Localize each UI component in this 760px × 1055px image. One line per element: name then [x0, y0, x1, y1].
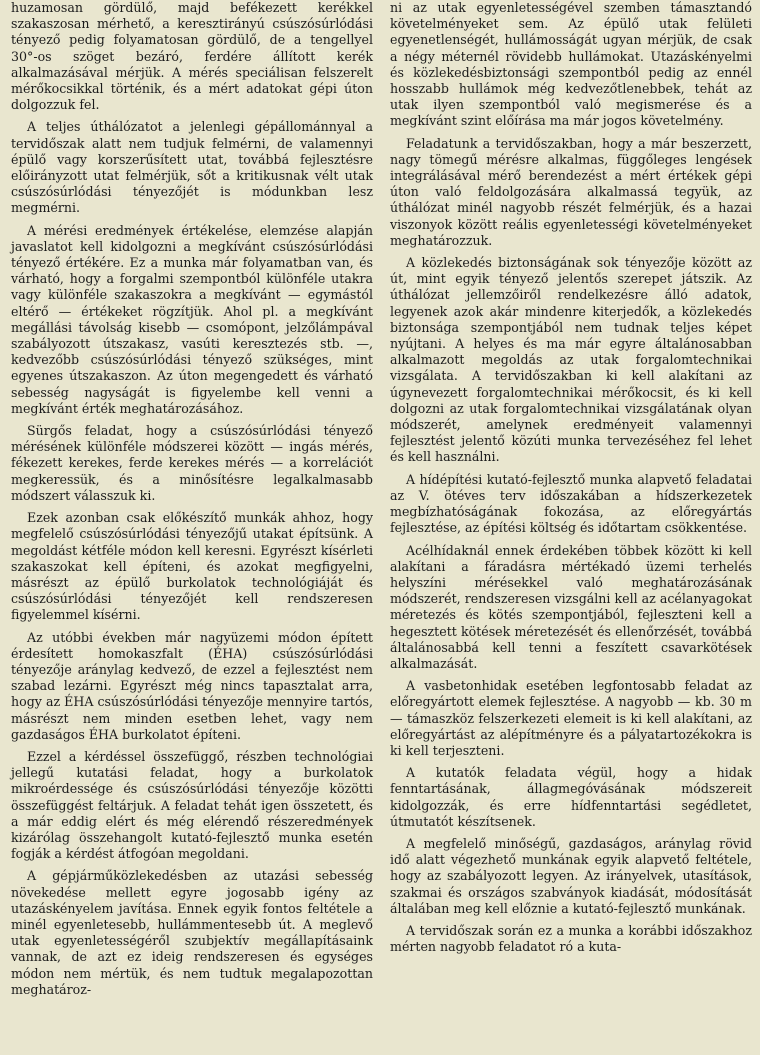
paragraph: A hídépítési kutató-fejlesztő munka alapvető feladatai az V. ötéves terv időszakában a hídszerkezetek megbízhatóságának fokozása, az előregyártás fejlesztése, az építési költség és időtartam csökkentése. — [390, 471, 752, 536]
paragraph: Az utóbbi években már nagyüzemi módon épített érdesített homokaszfalt (ÉHA) csúszósúrlódási tényezője aránylag kedvező, de ezzel a fejlesztést nem szabad lezárni. Egyrészt még nincs tapasztalat arra, hogy az ÉHA csúszósúrlódási tényezője mennyire tartós, másrészt nem minden esetben lehet, vagy nem gazdaságos ÉHA burkolatot építeni. — [11, 629, 373, 742]
paragraph: ni az utak egyenletességével szemben támasztandó követelményeket sem. Az épülő utak felületi egyenetlenségét, hullámosságát ugyan mérjük, de csak a négy méternél rövidebb hullámokat. Utazáskényelmi és közlekedésbiztonsági szempontból pedig az ennél hosszabb hullámok még kedvezőtlenebbek, tehát az utak ilyen szempontból való megismerése és a megkívánt szint előírása ma már jogos követelmény. — [390, 0, 752, 129]
left-column — [11, 0, 373, 1004]
paragraph: Acélhídaknál ennek érdekében többek között ki kell alakítani a fáradásra mértékadó üzemi terhelés helyszíni mérésekkel való meghatározásának módszerét, rendszeresen vizsgálni kell az acélanyagokat méretezés és kötés szempontjából, fejleszteni kell a hegesztett kötések méretezését és ellenőrzését, továbbá általánosabbá kell tenni a feszített csavarkötések alkalmazását. — [390, 542, 752, 671]
paragraph: Ezzel a kérdéssel összefüggő, részben technológiai jellegű kutatási feladat, hogy a burkolatok mikroérdessége és csúszósúrlódási tényezője közötti összefüggést feltárjuk. A feladat tehát igen összetett, és a már eddig elért és még elérendő részeredmények kizárólag összehangolt kutató-fejlesztő munka esetén fogják a kérdést átfogóan megoldani. — [11, 748, 373, 862]
paragraph: A tervidőszak során ez a munka a korábbi időszakhoz mérten nagyobb feladatot ró a kuta- — [390, 922, 752, 955]
paragraph: A vasbetonhidak esetében legfontosabb feladat az előregyártott elemek fejlesztése. A nagyobb — kb. 30 m — támaszköz felszerkezeti elemeit is ki kell alakítani, az előregyártást az alépítményre és a pályatartozékokra is ki kell terjeszteni. — [390, 678, 752, 758]
paragraph: Ezek azonban csak előkészítő munkák ahhoz, hogy megfelelő csúszósúrlódási tényezőjű utakat építsünk. A megoldást kétféle módon kell keresni. Egyrészt kísérleti szakaszokat kell építeni, és azokat megfigyelni, másrészt az épülő burkolatok technológiáját és csúszósúrlódási tényezőjét kell rendszeresen figyelemmel kísérni. — [11, 510, 373, 623]
paragraph: A kutatók feladata végül, hogy a hidak fenntartásának, állagmegóvásának módszereit kidolgozzák, és erre hídfenntartási segédletet, útmutatót készítsenek. — [390, 765, 752, 829]
right-column — [390, 0, 752, 961]
paragraph: A megfelelő minőségű, gazdaságos, aránylag rövid idő alatt végezhető munkának egyik alapvető feltétele, hogy az szabályozott legyen. Az irányelvek, utasítások, szakmai és országos szabványok kiadását, módosítását általában meg kell előznie a kutató-fejlesztő munkának. — [390, 835, 752, 916]
paragraph: A közlekedés biztonságának sok tényezője között az út, mint egyik tényező jelentős szerepet játszik. Az úthálózat jellemzőiről rendelkezésre álló adatok, legyenek azok akár mindenre kiterjedők, a közlekedés biztonsága szempontjából nem tudnak teljes képet nyújtani. A helyes és ma már egyre általánosabban alkalmazott megoldás az utak forgalomtechnikai vizsgálata. A tervidőszakban ki kell alakítani az úgynevezett forgalomtechnikai mérőkocsit, és ki kell dolgozni az utak forgalomtechnikai vizsgálatának olyan módszerét, amelynek eredményeit valamennyi fejlesztést jelentő közúti munka tervezéséhez fel lehet és kell használni. — [390, 255, 752, 465]
paragraph: Sürgős feladat, hogy a csúszósúrlódási tényező mérésének különféle módszerei között — ingás mérés, fékezett kerekes, ferde kerekes mérés — a korrelációt megkeressük, és a minősítésre legalkalmasabb módszert válasszuk ki. — [11, 423, 373, 503]
paragraph: A gépjárműközlekedésben az utazási sebesség növekedése mellett egyre jogosabb igény az utazáskényelem javítása. Ennek egyik fontos feltétele a minél egyenletesebb, hullámmentesebb út. A meglevő utak egyenletességéről szubjektív megállapításaink vannak, de azt ez ideig rendszeresen és egységes módon nem mértük, és nem tudtuk megalapozottan meghatároz- — [11, 868, 373, 997]
paragraph: huzamosan gördülő, majd befékezett kerékkel szakaszosan mérhető, a keresztirányú csúszósúrlódási tényező pedig folyamatosan gördülő, de a tengellyel 30°-os szöget bezáró, ferdére állított kerék alkalmazásával mérjük. A mérés speciálisan felszerelt mérőkocsikkal történik, és a mért adatokat gépi úton dolgozzuk fel. — [11, 0, 373, 113]
paragraph: Feladatunk a tervidőszakban, hogy a már beszerzett, nagy tömegű mérésre alkalmas, függőleges lengések integrálásával mérő berendezést a mért értékek gépi úton való feldolgozására alkalmassá tegyük, az úthálózat minél nagyobb részét felmérjük, és a hazai viszonyok között reális egyenletességi követelményeket meghatározzuk. — [390, 135, 752, 248]
paragraph: A teljes úthálózatot a jelenlegi gépállománnyal a tervidőszak alatt nem tudjuk felmérni, de valamennyi épülő vagy korszerűsített utat, továbbá fejlesztésre előirányzott utat felmérjük, sőt a kritikusnak vélt utak csúszósúrlódási tényezőjét is módunkban lesz megmérni. — [11, 119, 373, 216]
paragraph: A mérési eredmények értékelése, elemzése alapján javaslatot kell kidolgozni a megkívánt csúszósúrlódási tényező értékére. Ez a munka már folyamatban van, és várható, hogy a forgalmi szempontból különféle utakra vagy különféle szakaszokra a megkívánt — egymástól eltérő — értékeket rögzítjük. Ahol pl. a megkívánt megállási távolság kisebb — csomópont, jelzőlámpával szabályozott útszakasz, vasúti keresztezés stb. —, kedvezőbb csúszósúrlódási tényező szükséges, mint egyenes útszakaszon. Az úton megengedett és várható sebesség nagyságát is figyelembe kell venni a megkívánt érték meghatározásához. — [11, 222, 373, 416]
